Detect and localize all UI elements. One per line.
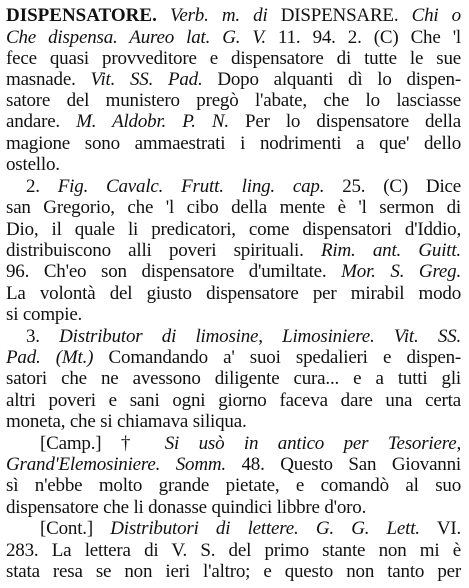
plain-text: fece quasi provveditore e dispensatore di tutte le sue — [6, 48, 461, 69]
plain-text: satore del munistero pregò l'abate, che lo lasciasse — [6, 90, 461, 111]
italic-text: M. Aldobr. P. N. — [76, 111, 229, 132]
plain-text — [157, 5, 170, 26]
plain-text: magione sono ammaestrati i nodrimenti a que' dello — [6, 133, 461, 154]
text-line — [6, 303, 461, 327]
text-line — [6, 410, 461, 434]
italic-text: Chi o — [411, 5, 461, 26]
plain-text: 48. Questo San Giovanni — [225, 454, 461, 475]
plain-text: dispensatore che li donasse quindici libbre d'oro. — [6, 497, 367, 518]
plain-text: Per lo dispensatore della — [228, 111, 461, 132]
plain-text: 11. 94. 2. (C) Che 'l — [265, 27, 461, 48]
plain-text: ostello. — [6, 154, 60, 175]
text-line — [6, 474, 461, 498]
italic-text: Fig. Cavalc. Frutt. ling. cap. — [57, 176, 325, 197]
plain-text: Dio, il quale li predicatori, come dispensatori d'Iddio, — [6, 219, 461, 240]
italic-text: Vit. SS. Pad. — [90, 69, 203, 90]
plain-text: DISPENSARE. — [267, 5, 412, 26]
text-line — [40, 517, 461, 541]
italic-text: Si usò in antico per Tesoriere, — [164, 433, 461, 454]
plain-text: 96. Ch'eo son dispensatore d'umiltate. — [6, 261, 342, 282]
plain-text: san Gregorio, che 'l cibo della mente è 'l sermon di — [6, 197, 461, 218]
plain-text: andare. — [6, 111, 77, 132]
plain-text: 3. — [26, 326, 60, 347]
plain-text: masnade. — [6, 69, 91, 90]
text-line — [6, 110, 461, 134]
plain-text: moneta, che si chiamava siliqua. — [6, 411, 247, 432]
text-line — [6, 196, 461, 220]
text-line — [6, 560, 461, 584]
italic-text: Verb. m. di — [170, 5, 268, 26]
text-line — [6, 260, 461, 284]
italic-text: Mor. S. Greg. — [341, 261, 462, 282]
plain-text: [Cont.] — [40, 518, 111, 539]
plain-text: sì n'ebbe molto grande pietate, e comandò al suo — [6, 475, 461, 496]
plain-text: Dopo alquanti dì lo dispen- — [202, 69, 461, 90]
italic-text: Distributor di limosine, Limosiniere. Vit. SS. — [59, 326, 461, 347]
plain-text: La volontà del giusto dispensatore per mirabil modo — [6, 283, 461, 304]
plain-text: 2. — [26, 176, 58, 197]
plain-text: 283. La lettera di V. S. del primo stante non mi è — [6, 540, 461, 561]
plain-text: stata resa se non ieri l'altro; e questo non tanto per — [6, 561, 461, 582]
text-line — [6, 367, 461, 391]
plain-text: distribuiscono alli poveri spirituali. — [6, 240, 321, 261]
italic-text: Distributori di lettere. G. G. Lett. — [110, 518, 420, 539]
headword: DISPENSATORE. — [6, 5, 157, 26]
plain-text: si compie. — [6, 304, 83, 325]
plain-text: VI. — [419, 518, 462, 539]
plain-text: altri poveri e sani ogni giorno faceva dare una certa — [6, 390, 461, 411]
italic-text: Grand'Elemosiniere. Somm. — [6, 454, 226, 475]
plain-text: [Camp.] † — [40, 433, 165, 454]
italic-text: Che dispensa. Aureo lat. G. V. — [6, 27, 266, 48]
italic-text: Rim. ant. Guitt. — [320, 240, 461, 261]
plain-text: 25. (C) Dice — [324, 176, 461, 197]
text-line — [6, 153, 461, 177]
plain-text: Comandando a' suoi spedalieri e dispen- — [93, 347, 461, 368]
italic-text: Pad. (Mt.) — [6, 347, 94, 368]
text-line — [6, 4, 461, 28]
plain-text: satori che ne avessono diligente cura... e a tutti gli — [6, 368, 461, 389]
